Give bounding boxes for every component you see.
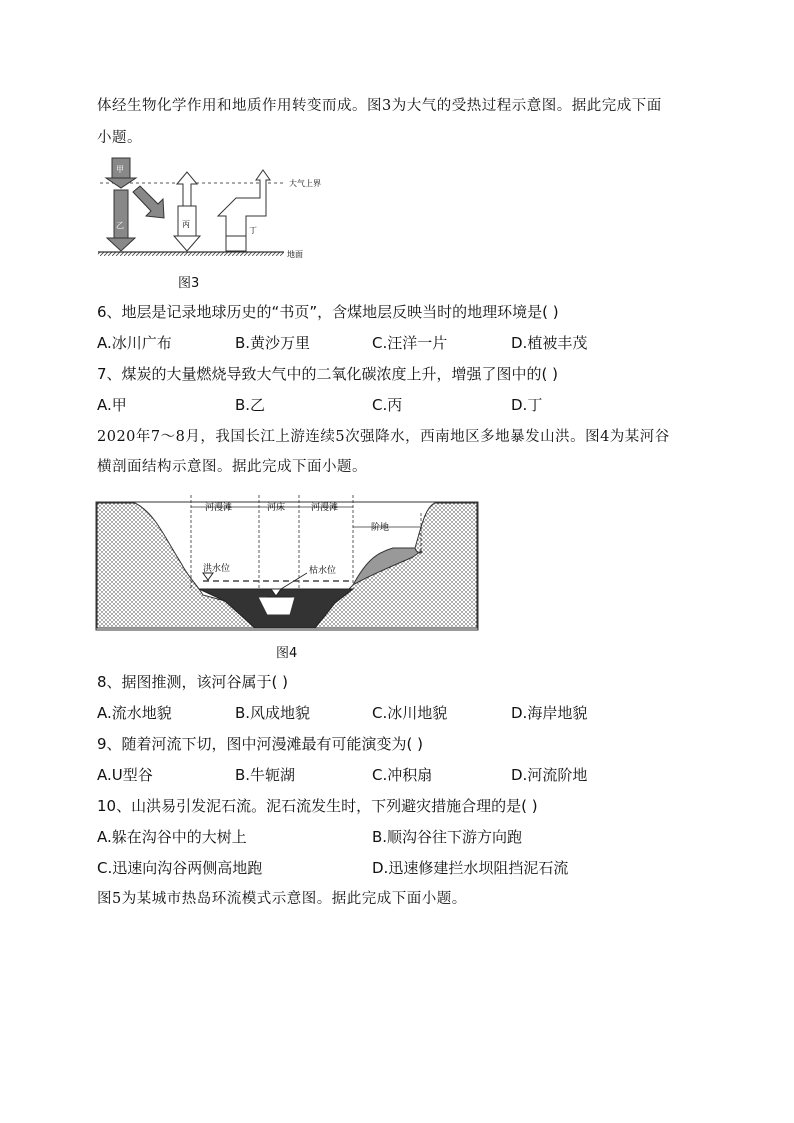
arrow-ding: [218, 170, 270, 251]
svg-text:乙: 乙: [116, 221, 124, 230]
q7-option-b[interactable]: B.乙: [235, 396, 266, 414]
q10-option-c[interactable]: C.迅速向沟谷两侧高地跑: [97, 859, 263, 877]
q6-option-d[interactable]: D.植被丰茂: [511, 334, 588, 352]
figure-4-caption: 图4: [276, 646, 298, 661]
q9-option-c[interactable]: C.冲积扇: [372, 766, 433, 784]
label-floodplain-left: 河漫滩: [205, 503, 233, 513]
q9-stem: 9、随着河流下切，图中河漫滩最有可能演变为( ): [97, 735, 424, 753]
q10-option-a[interactable]: A.躲在沟谷中的大树上: [97, 828, 247, 846]
label-ground: 地面: [287, 250, 303, 259]
figure-3-caption: 图3: [178, 276, 200, 291]
intro-line-2: 小题。: [97, 130, 142, 146]
label-dry-level: 枯水位: [309, 566, 337, 576]
q9-option-a[interactable]: A.U型谷: [97, 766, 153, 784]
q7-option-a[interactable]: A.甲: [97, 396, 127, 414]
q6-option-c[interactable]: C.汪洋一片: [372, 334, 448, 352]
label-floodplain-right: 河漫滩: [311, 503, 339, 513]
intro2-line-2: 横剖面结构示意图。据此完成下面小题。: [97, 459, 367, 475]
q6-option-a[interactable]: A.冰川广布: [97, 334, 172, 352]
arrow-bing: [174, 172, 200, 251]
q8-option-b[interactable]: B.风成地貌: [235, 704, 311, 722]
q8-stem: 8、据图推测，该河谷属于( ): [97, 673, 289, 691]
q8-option-c[interactable]: C.冰川地貌: [372, 704, 448, 722]
q7-option-c[interactable]: C.丙: [372, 396, 403, 414]
q10-option-d[interactable]: D.迅速修建拦水坝阻挡泥石流: [372, 859, 569, 877]
q9-option-d[interactable]: D.河流阶地: [511, 766, 588, 784]
q6-option-b[interactable]: B.黄沙万里: [235, 334, 311, 352]
q8-option-a[interactable]: A.流水地貌: [97, 704, 172, 722]
label-channel: 河床: [267, 503, 286, 513]
q10-stem: 10、山洪易引发泥石流。泥石流发生时，下列避灾措施合理的是( ): [97, 797, 538, 815]
q7-stem: 7、煤炭的大量燃烧导致大气中的二氧化碳浓度上升，增强了图中的( ): [97, 365, 559, 383]
figure-3-atmosphere-heating: [96, 156, 346, 266]
label-flood-level: 洪水位: [203, 564, 231, 574]
intro3-line: 图5为某城市热岛环流模式示意图。据此完成下面小题。: [97, 891, 467, 907]
q9-option-b[interactable]: B.牛轭湖: [235, 766, 296, 784]
q8-option-d[interactable]: D.海岸地貌: [511, 704, 588, 722]
label-terrace: 阶地: [371, 523, 390, 533]
q7-option-d[interactable]: D.丁: [511, 396, 543, 414]
intro2-line-1: 2020年7～8月，我国长江上游连续5次强降水，西南地区多地暴发山洪。图4为某河谷: [97, 429, 670, 445]
svg-text:丁: 丁: [249, 226, 257, 235]
q10-option-b[interactable]: B.顺沟谷往下游方向跑: [372, 828, 523, 846]
q6-stem: 6、地层是记录地球历史的“书页”，含煤地层反映当时的地理环境是( ): [97, 303, 559, 321]
arrow-yi: [107, 190, 135, 251]
figure-4-valley-profile: [95, 493, 479, 633]
label-top-atmosphere: 大气上界: [289, 179, 321, 188]
svg-text:甲: 甲: [116, 165, 124, 174]
arrow-reflected: [133, 186, 164, 218]
svg-text:丙: 丙: [182, 220, 190, 229]
intro-line-1: 体经生物化学作用和地质作用转变而成。图3为大气的受热过程示意图。据此完成下面: [97, 98, 662, 114]
